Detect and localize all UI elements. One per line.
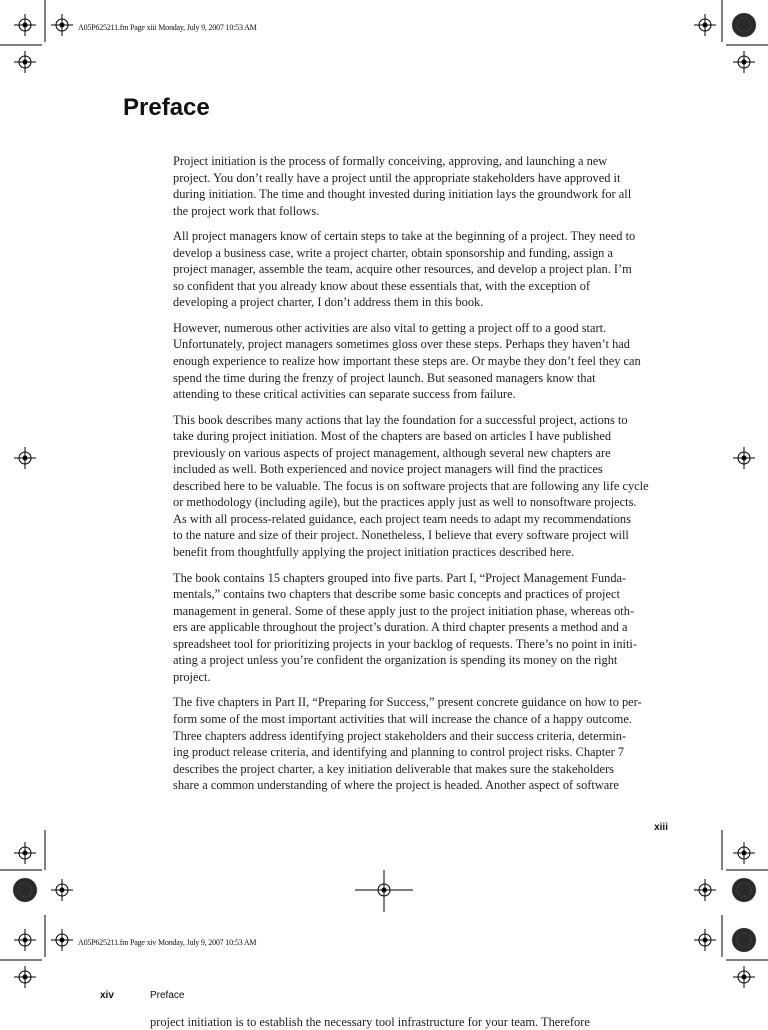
text-line: Project initiation is the process of formally conceiving, approving, and launching a new <box>173 154 608 168</box>
text-line: As with all process-related guidance, each project team needs to adapt my recommendations <box>173 511 631 526</box>
text-line: described here to be valuable. The focus is on software projects that are following any life cycle <box>173 478 649 493</box>
text-line: However, numerous other activities are also vital to getting a project off to a good start. <box>173 320 607 335</box>
registration-mark-icon <box>373 879 395 901</box>
color-bar-star-icon <box>732 878 756 902</box>
registration-mark-icon <box>694 929 716 951</box>
registration-mark-icon <box>733 447 755 469</box>
registration-mark-icon <box>14 966 36 988</box>
text-line: describes the project charter, a key initiation deliverable that makes sure the stakeholders <box>173 761 614 776</box>
text-line: Three chapters address identifying project stakeholders and their success criteria, determin- <box>173 728 627 743</box>
text-line: included as well. Both experienced and novice project managers will find the practices <box>173 462 603 477</box>
text-line: to the nature and size of their project. Nonetheless, I believe that every software project will <box>173 528 629 543</box>
registration-mark-icon <box>14 842 36 864</box>
text-line: ers are applicable throughout the project’s duration. A third chapter presents a method and a <box>173 620 628 635</box>
body-text <box>173 153 669 803</box>
text-line: so confident that you already know about these essentials that, with the exception of <box>173 278 591 293</box>
text-line: form some of the most important activities that will increase the chance of a happy outcome. <box>173 711 632 726</box>
text-line: project manager, assemble the team, acquire other resources, and develop a project plan. I’m <box>173 262 632 277</box>
registration-mark-icon <box>733 966 755 988</box>
text-line: the project work that follows. <box>173 203 320 218</box>
paragraph-6 <box>173 694 669 793</box>
registration-mark-icon <box>694 879 716 901</box>
text-line: The five chapters in Part II, “Preparing for Success,” present concrete guidance on how to per- <box>173 695 642 710</box>
color-bar-star-icon <box>13 878 37 902</box>
registration-mark-icon <box>733 842 755 864</box>
page-number-right: xiii <box>654 822 668 833</box>
print-slug-top: A05P625211.fm Page xiii Monday, July 9, 2007 10:53 AM <box>78 23 257 32</box>
text-line: project. <box>173 669 211 684</box>
text-line: spreadsheet tool for prioritizing projects in your backlog of requests. There’s no point in initi- <box>173 636 637 651</box>
text-line: management in general. Some of these apply just to the project initiation phase, whereas oth- <box>173 603 635 618</box>
paragraph-1 <box>173 153 669 219</box>
registration-mark-icon <box>51 929 73 951</box>
print-slug-bottom: A05P625211.fm Page xiv Monday, July 9, 2007 10:53 AM <box>78 938 257 947</box>
text-line: attending to these critical activities can separate success from failure. <box>173 387 516 402</box>
next-page-text-line: project initiation is to establish the necessary tool infrastructure for your team. Therefore <box>150 1015 590 1029</box>
text-line: project. You don’t really have a project until the appropriate stakeholders have approved it <box>173 170 621 185</box>
text-line: during initiation. The time and thought invested during initiation lays the groundwork for all <box>173 187 632 202</box>
text-line: share a common understanding of where the project is headed. Another aspect of software <box>173 778 619 793</box>
paragraph-2 <box>173 228 669 311</box>
running-head: Preface <box>150 990 185 1001</box>
registration-mark-icon <box>694 14 716 36</box>
text-line: mentals,” contains two chapters that describe some basic concepts and practices of project <box>173 587 620 602</box>
color-bar-star-icon <box>732 928 756 952</box>
text-line: All project managers know of certain steps to take at the beginning of a project. They need to <box>173 229 636 244</box>
text-line: develop a business case, write a project charter, obtain sponsorship and funding, assign a <box>173 245 613 260</box>
page-number-left: xiv <box>100 990 114 1001</box>
registration-mark-icon <box>51 879 73 901</box>
registration-mark-icon <box>14 14 36 36</box>
color-bar-star-icon <box>732 13 756 37</box>
text-line: enough experience to realize how important these steps are. Or maybe they don’t feel they can <box>173 354 641 369</box>
registration-mark-icon <box>733 51 755 73</box>
text-line: benefit from thoughtfully applying the project initiation practices described here. <box>173 545 575 560</box>
text-line: developing a project charter, I don’t address them in this book. <box>173 295 484 310</box>
registration-mark-icon <box>14 51 36 73</box>
registration-mark-icon <box>51 14 73 36</box>
text-line: spend the time during the frenzy of project launch. But seasoned managers know that <box>173 370 596 385</box>
paragraph-3 <box>173 320 669 403</box>
text-line: ing product release criteria, and identifying and planning to control project risks. Chapter 7 <box>173 745 625 760</box>
text-line: The book contains 15 chapters grouped into five parts. Part I, “Project Management Funda- <box>173 570 627 585</box>
text-line: take during project initiation. Most of the chapters are based on articles I have published <box>173 429 612 444</box>
paragraph-4 <box>173 412 669 561</box>
text-line: or methodology (including agile), but the practices apply just as well to nonsoftware projects. <box>173 495 637 510</box>
text-line: previously on various aspects of project management, although several new chapters are <box>173 445 611 460</box>
registration-mark-icon <box>14 447 36 469</box>
text-line: This book describes many actions that lay the foundation for a successful project, actions to <box>173 412 628 427</box>
page-title: Preface <box>123 94 210 121</box>
text-line: Unfortunately, project managers sometimes gloss over these steps. Perhaps they haven’t had <box>173 337 630 352</box>
paragraph-5 <box>173 570 669 686</box>
text-line: ating a project unless you’re confident the organization is spending its money on the right <box>173 653 618 668</box>
registration-mark-icon <box>14 929 36 951</box>
